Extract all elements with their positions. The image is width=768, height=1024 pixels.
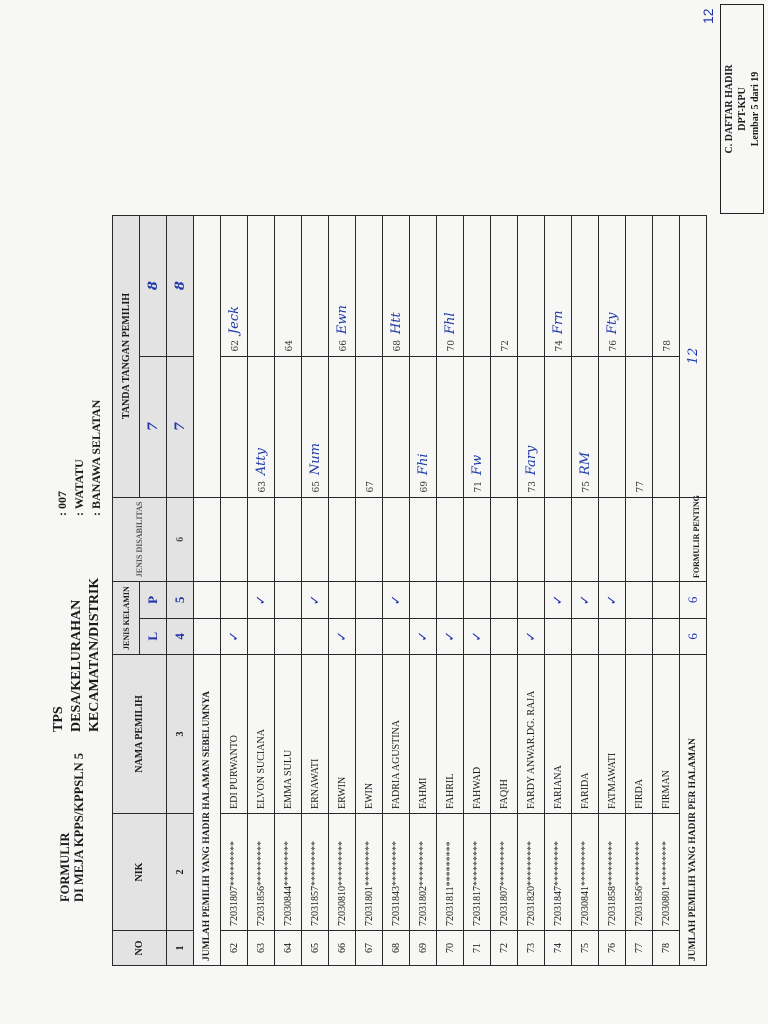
row-nama: EDI PURWANTO	[221, 655, 248, 814]
row-p-check	[221, 582, 248, 618]
row-signature-col7	[248, 356, 275, 497]
col-jenis-kelamin-header: JENIS KELAMIN	[113, 582, 140, 655]
table-row	[545, 215, 572, 965]
form-code-box	[720, 4, 764, 214]
col-p-header: P	[140, 582, 167, 618]
row-no: 75	[572, 931, 599, 966]
row-nik: 72031856*********	[626, 814, 653, 931]
row-nama: FAHRIL	[437, 655, 464, 814]
form-code-sheet: Lembar 5 dari 19	[750, 71, 761, 147]
row-signature-col7	[491, 356, 518, 497]
row-nik: 72030841*********	[572, 814, 599, 931]
page-total-sig: 12	[680, 215, 707, 497]
row-nama: ELVON SUCIANA	[248, 655, 275, 814]
row-nama: FIRMAN	[653, 655, 680, 814]
row-signature-col8	[491, 215, 518, 356]
table-row	[356, 215, 383, 965]
col-num-7: 7	[167, 356, 194, 497]
row-signature-col8	[356, 215, 383, 356]
row-l-check: ✓	[464, 618, 491, 654]
row-disabilitas	[302, 497, 329, 582]
row-l-check	[248, 618, 275, 654]
row-nik: 72031802*********	[410, 814, 437, 931]
row-nik: 72031858*********	[599, 814, 626, 931]
row-nama: FIRDA	[626, 655, 653, 814]
row-signature-number: 73	[527, 481, 538, 493]
row-no: 78	[653, 931, 680, 966]
row-p-check: ✓	[302, 582, 329, 618]
form-header-values	[54, 400, 105, 516]
row-l-check	[356, 618, 383, 654]
row-no: 67	[356, 931, 383, 966]
row-nama: FADRIA AGUSTINA	[383, 655, 410, 814]
row-disabilitas	[410, 497, 437, 582]
row-nama: ERNAWATI	[302, 655, 329, 814]
row-signature: Num	[307, 443, 323, 476]
row-nik: 72031807*********	[491, 814, 518, 931]
form-header-middle	[50, 578, 104, 732]
row-signature-number: 75	[581, 481, 592, 493]
row-signature-col7	[383, 356, 410, 497]
row-nama: FAQIH	[491, 655, 518, 814]
row-signature-col8	[653, 215, 680, 356]
row-signature-col7	[302, 356, 329, 497]
row-signature-col7	[572, 356, 599, 497]
attendance-table	[112, 215, 707, 966]
row-nama: FAHMI	[410, 655, 437, 814]
row-signature-col8	[464, 215, 491, 356]
row-signature-col8	[383, 215, 410, 356]
row-nama: EMMA SULU	[275, 655, 302, 814]
tps-value: : 007	[55, 491, 69, 516]
table-row	[626, 215, 653, 965]
table-row	[302, 215, 329, 965]
previous-p	[194, 582, 221, 618]
row-no: 72	[491, 931, 518, 966]
row-nik: 72031856*********	[248, 814, 275, 931]
table-row	[329, 215, 356, 965]
row-signature-number: 69	[419, 481, 430, 493]
row-l-check	[653, 618, 680, 654]
row-signature-col8	[518, 215, 545, 356]
formulir-label: FORMULIR	[58, 832, 72, 902]
row-signature-col7	[410, 356, 437, 497]
form-header-left	[58, 753, 86, 902]
row-signature-col7	[221, 356, 248, 497]
col-nama-header: NAMA PEMILIH	[113, 655, 167, 814]
page-total-p: 6	[680, 582, 707, 618]
row-disabilitas	[491, 497, 518, 582]
col-num-8: 8	[167, 215, 194, 356]
row-signature-col8	[248, 215, 275, 356]
col-nik-header: NIK	[113, 814, 167, 931]
table-row	[572, 215, 599, 965]
row-signature-col7	[329, 356, 356, 497]
row-disabilitas	[572, 497, 599, 582]
meja-kpps-label: DI MEJA KPPS/KPPSLN 5	[72, 753, 86, 902]
row-signature-number: 76	[608, 340, 619, 352]
row-signature-col7	[626, 356, 653, 497]
row-p-check	[410, 582, 437, 618]
kecamatan-label: KECAMATAN/DISTRIK	[87, 577, 102, 732]
row-no: 62	[221, 931, 248, 966]
row-nik: 72031857*********	[302, 814, 329, 931]
row-no: 71	[464, 931, 491, 966]
row-no: 64	[275, 931, 302, 966]
row-nik: 72031847*********	[545, 814, 572, 931]
row-nik: 72030801*********	[653, 814, 680, 931]
table-row	[221, 215, 248, 965]
previous-dis	[194, 497, 221, 582]
row-l-check	[491, 618, 518, 654]
row-disabilitas	[626, 497, 653, 582]
col-no-header: NO	[113, 931, 167, 966]
col-num-4: 4	[167, 618, 194, 654]
row-disabilitas	[437, 497, 464, 582]
row-signature-col7	[464, 356, 491, 497]
row-signature-number: 70	[446, 340, 457, 352]
table-row	[599, 215, 626, 965]
row-disabilitas	[248, 497, 275, 582]
previous-sig	[194, 215, 221, 497]
row-l-check: ✓	[329, 618, 356, 654]
row-signature: Fty	[604, 312, 620, 335]
col-num-2: 2	[167, 814, 194, 931]
row-l-check	[383, 618, 410, 654]
row-l-check	[545, 618, 572, 654]
row-nama: EWIN	[356, 655, 383, 814]
row-p-check	[491, 582, 518, 618]
row-signature: RM	[577, 451, 593, 476]
margin-handwritten-note: 12	[700, 8, 716, 24]
row-disabilitas	[464, 497, 491, 582]
row-signature-col7	[653, 356, 680, 497]
row-signature-col8	[437, 215, 464, 356]
col-num-5: 5	[167, 582, 194, 618]
row-signature: Atty	[253, 448, 269, 476]
row-l-check: ✓	[437, 618, 464, 654]
form-code-title: C. DAFTAR HADIR	[724, 64, 735, 154]
col-8-header: 8	[140, 215, 167, 356]
table-row	[275, 215, 302, 965]
row-no: 73	[518, 931, 545, 966]
row-signature-number: 74	[554, 340, 565, 352]
row-signature-number: 78	[662, 340, 673, 352]
previous-total-label: JUMLAH PEMILIH YANG HADIR HALAMAN SEBELUMNYA	[194, 655, 221, 966]
kecamatan-value: : BANAWA SELATAN	[89, 399, 103, 516]
row-p-check	[518, 582, 545, 618]
row-p-check: ✓	[545, 582, 572, 618]
row-l-check	[626, 618, 653, 654]
row-signature-number: 64	[284, 340, 295, 352]
row-signature: Fhi	[415, 453, 431, 476]
row-nik: 72031820*********	[518, 814, 545, 931]
page-total-l: 6	[680, 618, 707, 654]
row-nik: 72030844*********	[275, 814, 302, 931]
row-l-check	[599, 618, 626, 654]
row-disabilitas	[329, 497, 356, 582]
row-signature-col8	[221, 215, 248, 356]
tps-label: TPS	[51, 706, 66, 732]
row-signature-col8	[545, 215, 572, 356]
row-signature-number: 67	[365, 481, 376, 493]
col-num-1: 1	[167, 931, 194, 966]
col-l-header: L	[140, 618, 167, 654]
row-p-check	[275, 582, 302, 618]
row-nama: FARIDA	[572, 655, 599, 814]
row-l-check	[302, 618, 329, 654]
form-code-type: DPT-KPU	[737, 87, 748, 131]
row-disabilitas	[275, 497, 302, 582]
row-nama: FARIANA	[545, 655, 572, 814]
row-l-check	[275, 618, 302, 654]
row-p-check	[653, 582, 680, 618]
row-p-check	[329, 582, 356, 618]
row-signature: Fw	[469, 454, 485, 476]
formulir-penting-label: FORMULIR PENTING	[692, 495, 701, 578]
col-7-header: 7	[140, 356, 167, 497]
row-p-check	[626, 582, 653, 618]
row-signature-number: 63	[257, 481, 268, 493]
col-num-3: 3	[167, 655, 194, 814]
previous-total-row	[194, 215, 221, 965]
row-no: 77	[626, 931, 653, 966]
row-no: 66	[329, 931, 356, 966]
row-signature-number: 66	[338, 340, 349, 352]
row-p-check	[437, 582, 464, 618]
row-no: 74	[545, 931, 572, 966]
row-p-check: ✓	[248, 582, 275, 618]
row-nik: 72031843*********	[383, 814, 410, 931]
row-nik: 72031811*********	[437, 814, 464, 931]
row-signature-number: 62	[230, 340, 241, 352]
row-signature-col8	[599, 215, 626, 356]
row-signature: Jeck	[226, 306, 242, 335]
col-tanda-tangan-header: TANDA TANGAN PEMILIH	[113, 215, 140, 497]
row-no: 70	[437, 931, 464, 966]
row-nik: 72031801*********	[356, 814, 383, 931]
desa-value: : WATATU	[72, 459, 86, 516]
row-p-check: ✓	[383, 582, 410, 618]
row-no: 63	[248, 931, 275, 966]
col-num-6: 6	[167, 497, 194, 582]
row-nama: FATMAWATI	[599, 655, 626, 814]
row-signature: Fhl	[442, 312, 458, 335]
row-disabilitas	[221, 497, 248, 582]
row-signature-col8	[626, 215, 653, 356]
row-signature: Htt	[388, 312, 404, 335]
row-signature-col7	[599, 356, 626, 497]
table-row	[464, 215, 491, 965]
row-nama: ERWIN	[329, 655, 356, 814]
row-signature-col8	[572, 215, 599, 356]
row-signature-col7	[275, 356, 302, 497]
row-disabilitas	[356, 497, 383, 582]
table-header-row	[113, 215, 140, 965]
table-row	[653, 215, 680, 965]
row-p-check	[464, 582, 491, 618]
table-row	[410, 215, 437, 965]
row-signature-col7	[437, 356, 464, 497]
desa-label: DESA/KELURAHAN	[69, 599, 84, 732]
row-signature-col7	[518, 356, 545, 497]
row-signature-number: 65	[311, 481, 322, 493]
table-number-row	[167, 215, 194, 965]
row-signature-number: 71	[473, 481, 484, 493]
row-p-check: ✓	[572, 582, 599, 618]
row-signature-col8	[410, 215, 437, 356]
row-nik: 72031807*********	[221, 814, 248, 931]
page-total-row	[680, 215, 707, 965]
row-signature-number: 72	[500, 340, 511, 352]
row-signature-col8	[275, 215, 302, 356]
row-no: 65	[302, 931, 329, 966]
row-l-check	[572, 618, 599, 654]
page-total-label: JUMLAH PEMILIH YANG HADIR PER HALAMAN	[680, 655, 707, 966]
row-signature-col7	[545, 356, 572, 497]
row-signature-col8	[329, 215, 356, 356]
row-disabilitas	[599, 497, 626, 582]
row-signature-number: 68	[392, 340, 403, 352]
row-signature-number: 77	[635, 481, 646, 493]
row-signature: Fary	[523, 445, 539, 476]
row-no: 76	[599, 931, 626, 966]
row-disabilitas	[545, 497, 572, 582]
row-p-check	[356, 582, 383, 618]
row-signature: Ewn	[334, 305, 350, 335]
row-disabilitas	[518, 497, 545, 582]
row-l-check: ✓	[221, 618, 248, 654]
voter-rows	[221, 215, 680, 965]
row-disabilitas	[383, 497, 410, 582]
row-nama: FARDY ANWAR.DG. RAJA	[518, 655, 545, 814]
row-nama: FAHWAD	[464, 655, 491, 814]
row-l-check: ✓	[518, 618, 545, 654]
row-disabilitas	[653, 497, 680, 582]
row-p-check: ✓	[599, 582, 626, 618]
row-nik: 72030810*********	[329, 814, 356, 931]
table-row	[383, 215, 410, 965]
row-no: 69	[410, 931, 437, 966]
row-no: 68	[383, 931, 410, 966]
table-row	[437, 215, 464, 965]
previous-l	[194, 618, 221, 654]
row-signature: Frn	[550, 310, 566, 335]
table-row	[518, 215, 545, 965]
col-disabilitas-header: JENIS DISABILITAS	[113, 497, 167, 582]
table-row	[248, 215, 275, 965]
row-nik: 72031817*********	[464, 814, 491, 931]
row-signature-col7	[356, 356, 383, 497]
row-signature-col8	[302, 215, 329, 356]
row-l-check: ✓	[410, 618, 437, 654]
table-row	[491, 215, 518, 965]
